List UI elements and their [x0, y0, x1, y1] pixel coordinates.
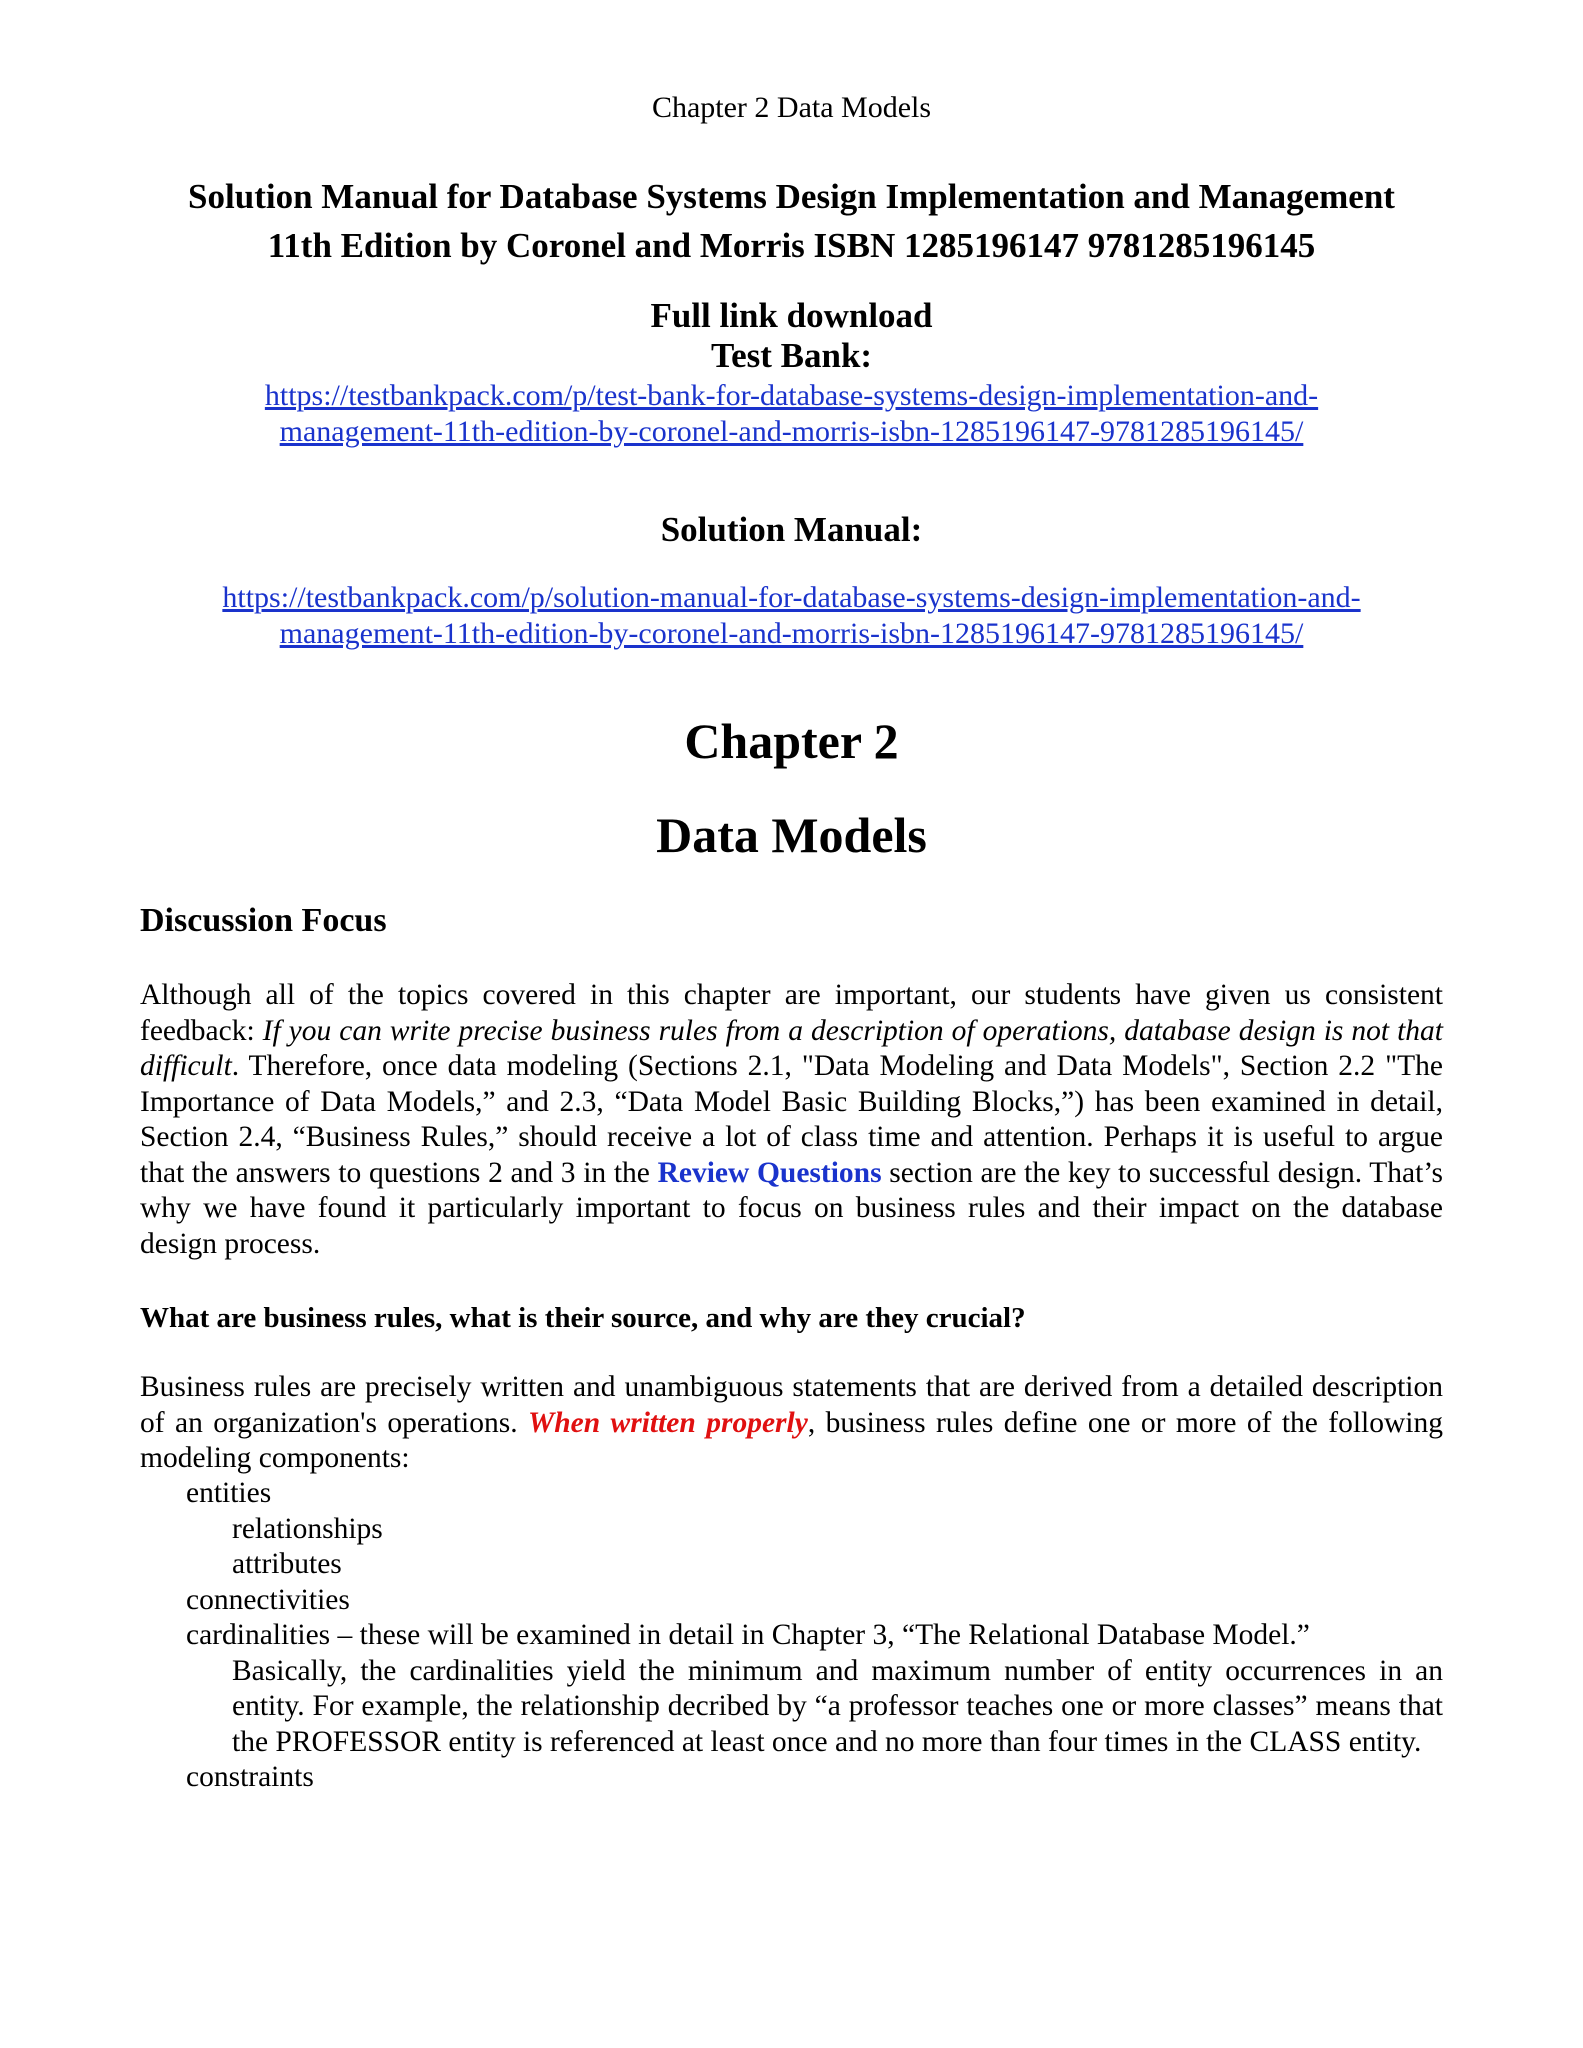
title-line-1: Solution Manual for Database Systems Design Implementation and Management — [188, 177, 1395, 216]
page-header: Chapter 2 Data Models — [651, 91, 932, 124]
test-bank-url-line-1[interactable]: https://testbankpack.com/p/test-bank-for-database-systems-design-implementation-and- — [264, 379, 1319, 412]
components-list — [140, 1476, 1443, 1796]
cardinalities-detail: Basically, the cardinalities yield the minimum and maximum number of entity occurrences in an entity. For example, the relationship decribed by “a professor teaches one or more classes” means that the PROFESSOR entity is referenced at least once and no more than four times in the CLASS entity. — [232, 1654, 1443, 1758]
chapter-number: Chapter 2 — [684, 713, 899, 769]
list-item-relationships: relationships — [232, 1512, 383, 1545]
para-text-b: . Therefore, once data modeling (Sections 2.1, "Data Modeling and Data Models", Section 2.2 "The Importance of Data Models,” and 2.3, “Data Model Basic Building Blocks,”) has been examined in detail, Section 2.4, “Business Rules,” should receive a lot of class time and attention. Perhaps it is useful to argue that the answers to questions 2 and 3 in the — [140, 1050, 1443, 1189]
business-rules-paragraph — [140, 1370, 1443, 1477]
solution-url-line-1[interactable]: https://testbankpack.com/p/solution-manual-for-database-systems-design-implementation-and- — [222, 581, 1361, 614]
test-bank-label: Test Bank: — [710, 336, 873, 375]
review-questions-link[interactable]: Review Questions — [657, 1156, 882, 1189]
list-item-entities: entities — [186, 1477, 272, 1509]
discussion-paragraph — [140, 978, 1443, 1262]
br-text-a: Business rules are precisely written and unambiguous statements that are derived from a detailed description of an organization's operations. — [140, 1371, 1443, 1439]
test-bank-url-line-2[interactable]: management-11th-edition-by-coronel-and-morris-isbn-1285196147-9781285196145/ — [279, 415, 1304, 448]
list-item-constraints: constraints — [186, 1761, 314, 1793]
solution-manual-label: Solution Manual: — [660, 510, 923, 549]
br-emphasis: When written properly — [528, 1406, 808, 1439]
chapter-name: Data Models — [656, 807, 927, 863]
document-title — [120, 172, 1463, 270]
list-item-cardinalities: cardinalities – these will be examined in detail in Chapter 3, “The Relational Database Model.” — [186, 1619, 1310, 1651]
list-item-connectivities: connectivities — [186, 1583, 350, 1616]
para-italic: If you can write precise business rules from a description of operations, database design is not that difficult — [140, 1014, 1443, 1082]
list-item-attributes: attributes — [232, 1548, 342, 1580]
br-text-b: , business rules define one or more of the following modeling components: — [140, 1406, 1443, 1474]
para-text-c: section are the key to successful design. That’s why we have found it particularly important to focus on business rules and their impact on the database design process. — [140, 1156, 1443, 1260]
solution-url-line-2[interactable]: management-11th-edition-by-coronel-and-morris-isbn-1285196147-9781285196145/ — [279, 617, 1304, 650]
test-bank-link[interactable] — [0, 378, 1583, 450]
full-link-heading: Full link download — [650, 296, 933, 335]
title-line-2: 11th Edition by Coronel and Morris ISBN 1285196147 9781285196145 — [267, 226, 1316, 265]
para-text-a: Although all of the topics covered in this chapter are important, our students have given us consistent feedback: — [140, 979, 1443, 1047]
discussion-focus-heading: Discussion Focus — [140, 902, 387, 939]
business-rules-question: What are business rules, what is their source, and why are they crucial? — [140, 1302, 1026, 1334]
solution-manual-link[interactable] — [0, 580, 1583, 652]
